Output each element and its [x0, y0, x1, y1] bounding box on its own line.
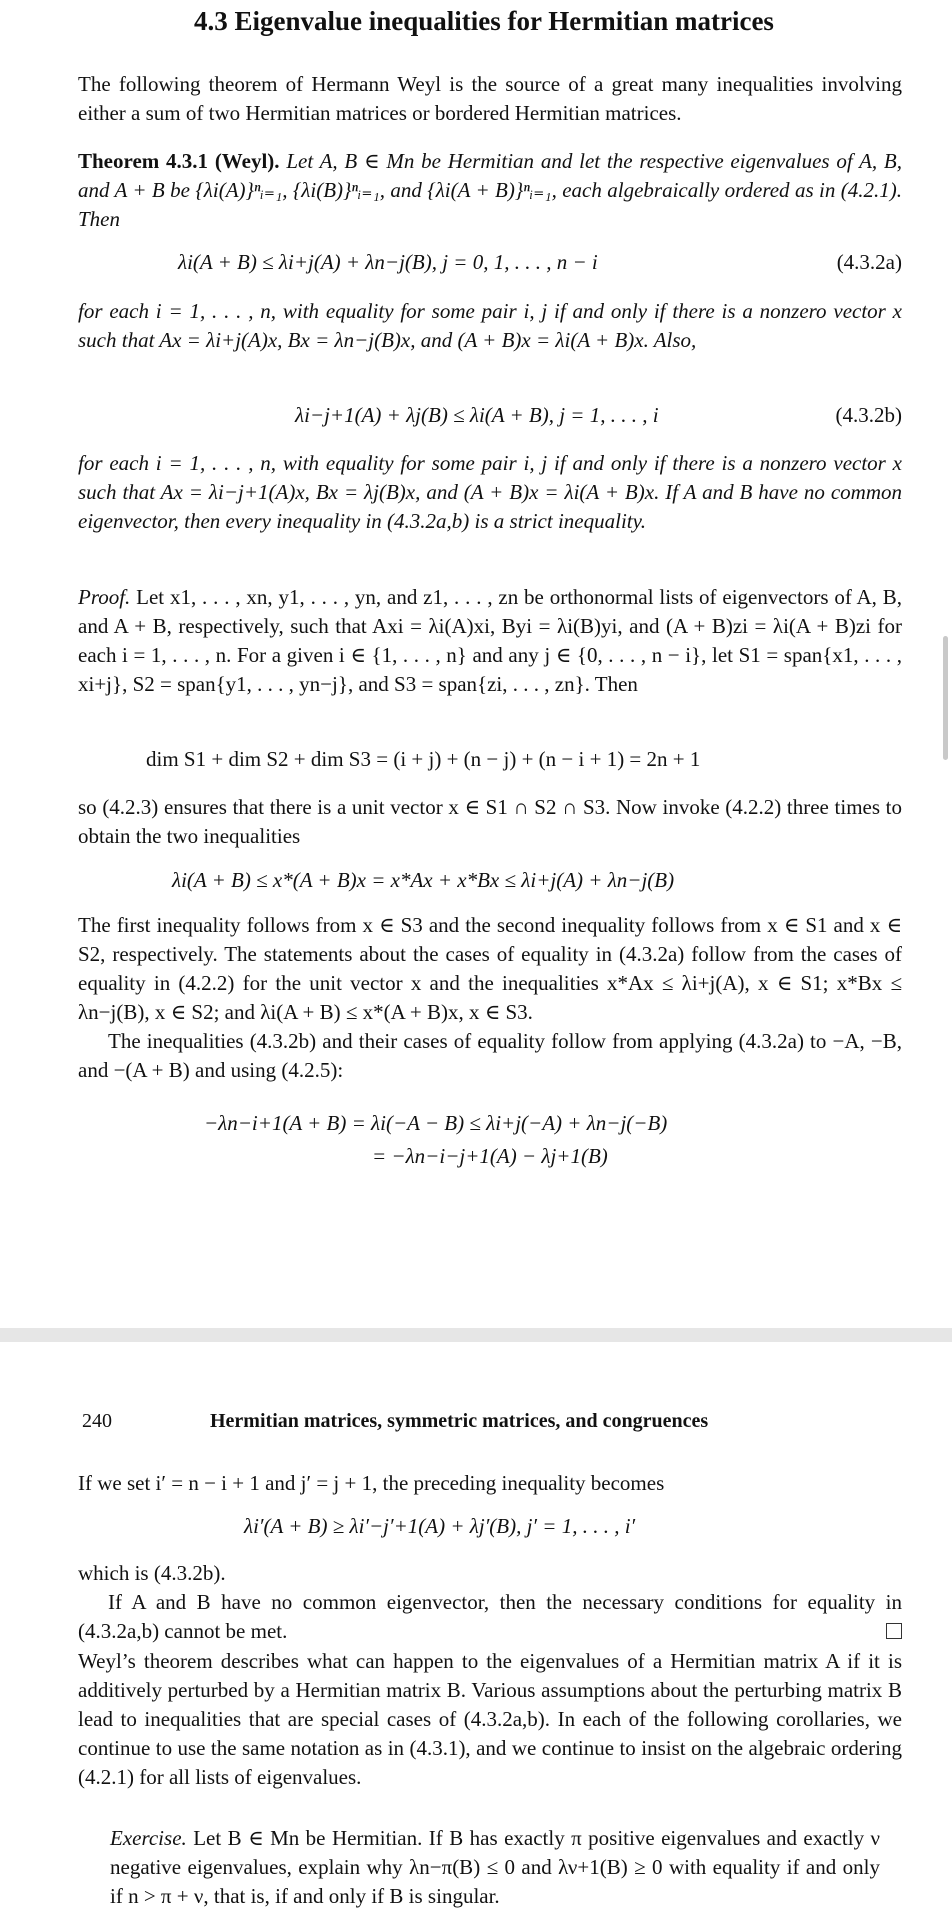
page-separator [0, 1328, 952, 1342]
equation-4-3-2a: λi(A + B) ≤ λi+j(A) + λn−j(B), j = 0, 1, . . . , n − i [178, 250, 598, 274]
equation-4-3-2b: λi−j+1(A) + λj(B) ≤ λi(A + B), j = 1, . . . , i [295, 403, 659, 427]
set-text: If we set i′ = n − i + 1 and j′ = j + 1, the preceding inequality becomes [78, 1471, 665, 1495]
no-common-text: If A and B have no common eigenvector, then the necessary conditions for equality in (4.3.2a,b) cannot be met. [78, 1590, 902, 1643]
running-title: Hermitian matrices, symmetric matrices, and congruences [210, 1410, 709, 1432]
intro-text: The following theorem of Hermann Weyl is the source of a great many inequalities involving either a sum of two Hermitian matrices or bordered Hermitian matrices. [78, 72, 902, 125]
set-paragraph [78, 1469, 902, 1498]
proof-block [78, 583, 902, 699]
inequality-chain: λi(A + B) ≤ x*(A + B)x = x*Ax + x*Bx ≤ λi+j(A) + λn−j(B) [172, 868, 675, 892]
dimension-equation: dim S1 + dim S2 + dim S3 = (i + j) + (n − j) + (n − i + 1) = 2n + 1 [146, 747, 701, 771]
after-b-text: for each i = 1, . . . , n, with equality for some pair i, j if and only if there is a nonzero vector x such that Ax = λi−j+1(A)x, Bx = λj(B)x, and (A + B)x = λi(A + B)x. If A and B have no common eigenvector, then every inequality in (4.3.2a,b) is a strict inequality. [78, 451, 902, 533]
unit-vector-paragraph [78, 793, 902, 851]
proof-label: Proof. [78, 585, 131, 609]
negated-equation-line2: = −λn−i−j+1(A) − λj+1(B) [372, 1144, 608, 1168]
section-heading: 4.3 Eigenvalue inequalities for Hermitian matrices [194, 6, 774, 36]
theorem-block [78, 147, 902, 234]
after-a-text: for each i = 1, . . . , n, with equality for some pair i, j if and only if there is a nonzero vector x such that Ax = λi+j(A)x, Bx = λn−j(B)x, and (A + B)x = λi(A + B)x. Also, [78, 299, 902, 352]
qed-box-icon [886, 1623, 902, 1639]
after-chain-text: The first inequality follows from x ∈ S3 and the second inequality follows from x ∈ S1 and x ∈ S2, respectively. The statements about the cases of equality in (4.3.2a) follow from the cases of equality in (4.2.2) for the unit vector x and the inequalities x*Ax ≤ λi+j(A), x ∈ S1; x*Bx ≤ λn−j(B), x ∈ S2; and λi(A + B) ≤ x*(A + B)x, x ∈ S3. [78, 913, 902, 1024]
theorem-text: Let A, B ∈ Mn be Hermitian and let the respective eigenvalues of A, B, and A + B be {λi(A)}ⁿᵢ₌₁, {λi(B)}ⁿᵢ₌₁, and {λi(A + B)}ⁿᵢ₌₁, each algebraically ordered as in (4.2.1). Then [78, 149, 903, 231]
exercise-label: Exercise. [110, 1826, 187, 1850]
after-dim-text: so (4.2.3) ensures that there is a unit vector x ∈ S1 ∩ S2 ∩ S3. Now invoke (4.2.2) three times to obtain the two inequalities [78, 795, 902, 848]
theorem-label: Theorem 4.3.1 (Weyl). [78, 149, 280, 173]
exercise-text: Let B ∈ Mn be Hermitian. If B has exactly π positive eigenvalues and exactly ν negative eigenvalues, explain why λn−π(B) ≤ 0 and λν+1(B) ≥ 0 with equality if and only if n > π + ν, that is, if and only if B is singular. [110, 1826, 881, 1908]
explanation-paragraph [78, 911, 902, 1085]
after-equation-b [78, 449, 902, 536]
equation-number-b: (4.3.2b) [835, 403, 902, 427]
conclusion-paragraph [78, 1559, 902, 1646]
scrollbar-thumb[interactable] [943, 636, 948, 760]
book-page-lower [0, 1342, 952, 1920]
weyl-paragraph [78, 1647, 902, 1792]
which-text: which is (4.3.2b). [78, 1561, 226, 1585]
exercise-block [110, 1824, 880, 1911]
negated-equation-line1: −λn−i+1(A + B) = λi(−A − B) ≤ λi+j(−A) + λn−j(−B) [204, 1111, 668, 1135]
primed-inequality: λi′(A + B) ≥ λi′−j′+1(A) + λj′(B), j′ = 1, . . . , i′ [244, 1514, 636, 1538]
page-number: 240 [82, 1410, 112, 1432]
after-equation-a [78, 297, 902, 355]
proof-text: Let x1, . . . , xn, y1, . . . , yn, and z1, . . . , zn be orthonormal lists of eigenvectors of A, B, and A + B, respectively, such that Axi = λi(A)xi, Byi = λi(B)yi, and (A + B)zi = λi(A + B)zi for each i = 1, . . . , n. For a given i ∈ {1, . . . , n} and any j ∈ {0, . . . , n − i}, let S1 = span{x1, . . . , xi+j}, S2 = span{y1, . . . , yn−j}, and S3 = span{zi, . . . , zn}. Then [78, 585, 903, 696]
inequalities-text: The inequalities (4.3.2b) and their cases of equality follow from applying (4.3.2a) to −A, −B, and −(A + B) and using (4.2.5): [78, 1029, 902, 1082]
equation-number-a: (4.3.2a) [836, 250, 902, 274]
intro-paragraph [78, 70, 902, 128]
weyl-text: Weyl’s theorem describes what can happen to the eigenvalues of a Hermitian matrix A if it is additively perturbed by a Hermitian matrix B. Various assumptions about the perturbing matrix B lead to inequalities that are special cases of (4.3.2a,b). In each of the following corollaries, we continue to use the same notation as in (4.3.1), and we continue to insist on the algebraic ordering (4.2.1) for all lists of eigenvalues. [78, 1649, 902, 1789]
